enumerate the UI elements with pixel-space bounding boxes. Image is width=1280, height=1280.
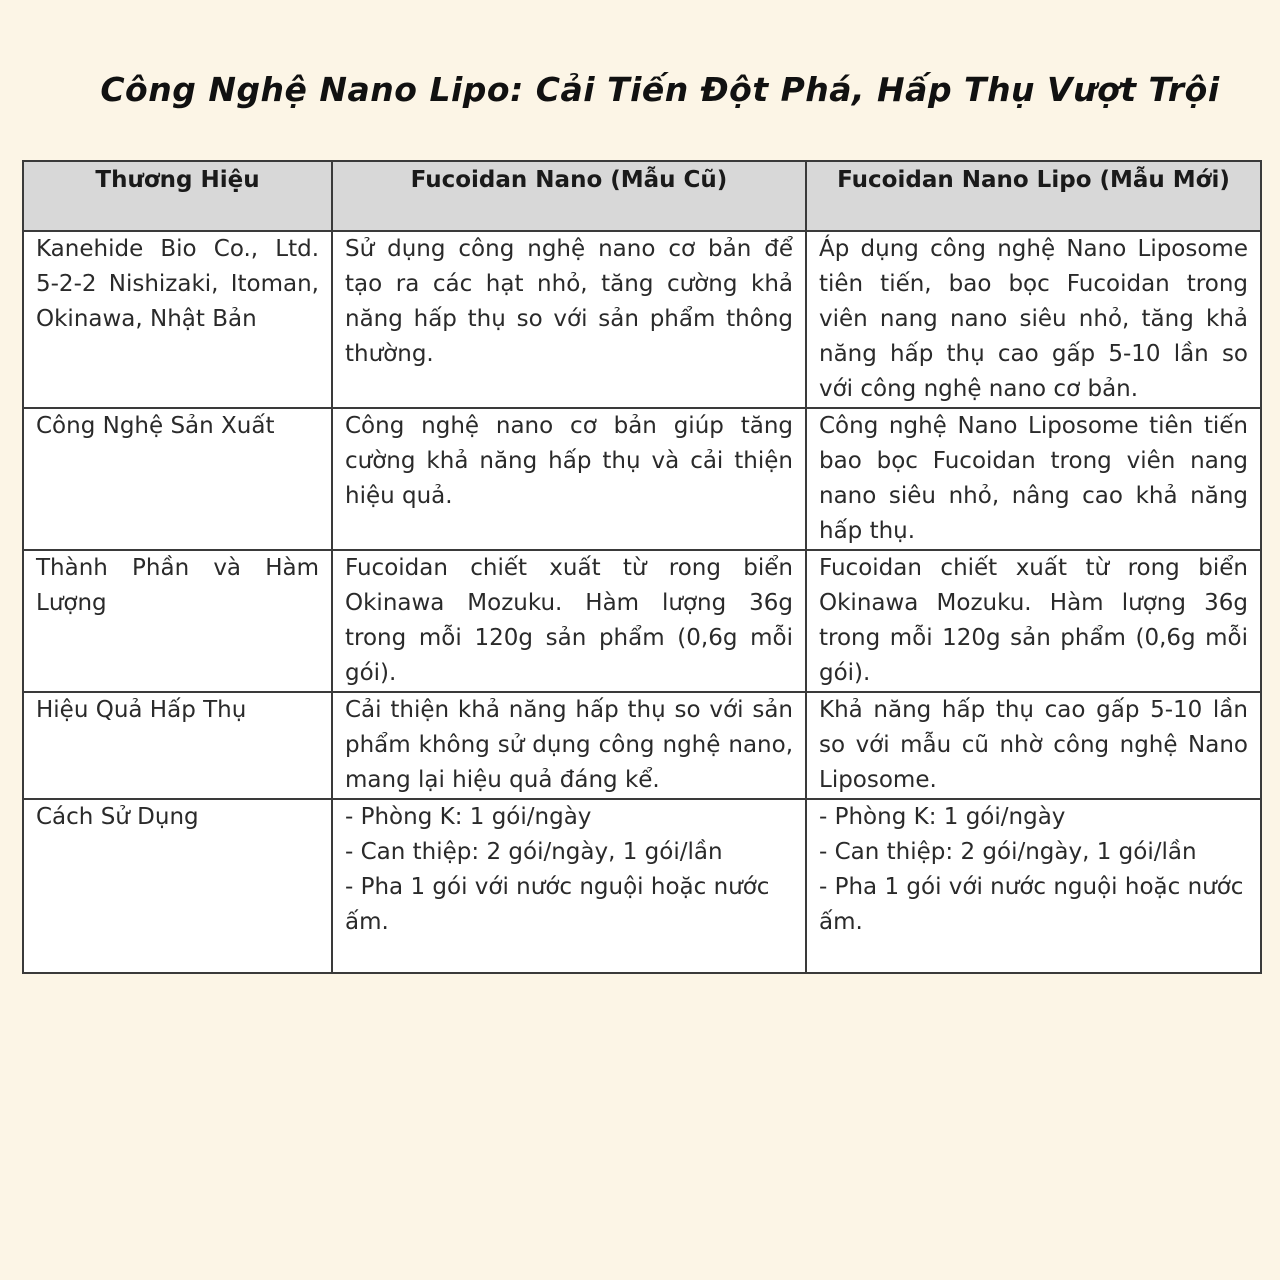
cell-new-technology: Công nghệ Nano Liposome tiên tiến bao bọc Fucoidan trong viên nang nano siêu nhỏ, nâng cao khả năng hấp thụ.	[806, 408, 1261, 550]
header-brand: Thương Hiệu	[23, 161, 332, 231]
cell-new-usage	[806, 799, 1261, 973]
cell-old-absorption: Cải thiện khả năng hấp thụ so với sản phẩm không sử dụng công nghệ nano, mang lại hiệu quả đáng kể.	[332, 692, 806, 799]
table-row	[23, 408, 1261, 550]
header-new-model: Fucoidan Nano Lipo (Mẫu Mới)	[806, 161, 1261, 231]
cell-new-absorption: Khả năng hấp thụ cao gấp 5-10 lần so với mẫu cũ nhờ công nghệ Nano Liposome.	[806, 692, 1261, 799]
table-row	[23, 799, 1261, 973]
header-old-model: Fucoidan Nano (Mẫu Cũ)	[332, 161, 806, 231]
cell-new-brand: Áp dụng công nghệ Nano Liposome tiên tiến, bao bọc Fucoidan trong viên nang nano siêu nhỏ, tăng khả năng hấp thụ cao gấp 5-10 lần so với công nghệ nano cơ bản.	[806, 231, 1261, 408]
usage-line: - Phòng K: 1 gói/ngày	[819, 804, 1066, 830]
row-label-usage: Cách Sử Dụng	[23, 799, 332, 973]
cell-old-brand: Sử dụng công nghệ nano cơ bản để tạo ra các hạt nhỏ, tăng cường khả năng hấp thụ so với sản phẩm thông thường.	[332, 231, 806, 408]
table-header-row	[23, 161, 1261, 231]
usage-line: - Pha 1 gói với nước nguội hoặc nước ấm.	[819, 874, 1244, 935]
row-label-brand: Kanehide Bio Co., Ltd. 5-2-2 Nishizaki, Itoman, Okinawa, Nhật Bản	[23, 231, 332, 408]
table-row	[23, 550, 1261, 692]
table-row	[23, 231, 1261, 408]
table-row	[23, 692, 1261, 799]
usage-line: - Can thiệp: 2 gói/ngày, 1 gói/lần	[819, 839, 1197, 865]
usage-line: - Pha 1 gói với nước nguội hoặc nước ấm.	[345, 874, 770, 935]
usage-line: - Can thiệp: 2 gói/ngày, 1 gói/lần	[345, 839, 723, 865]
page-title: Công Nghệ Nano Lipo: Cải Tiến Đột Phá, Hấp Thụ Vượt Trội	[100, 70, 1220, 109]
row-label-ingredients: Thành Phần và Hàm Lượng	[23, 550, 332, 692]
cell-old-usage	[332, 799, 806, 973]
cell-new-ingredients: Fucoidan chiết xuất từ rong biển Okinawa Mozuku. Hàm lượng 36g trong mỗi 120g sản phẩm (0,6g mỗi gói).	[806, 550, 1261, 692]
cell-old-technology: Công nghệ nano cơ bản giúp tăng cường khả năng hấp thụ và cải thiện hiệu quả.	[332, 408, 806, 550]
row-label-technology: Công Nghệ Sản Xuất	[23, 408, 332, 550]
row-label-absorption: Hiệu Quả Hấp Thụ	[23, 692, 332, 799]
comparison-table	[22, 160, 1262, 974]
cell-old-ingredients: Fucoidan chiết xuất từ rong biển Okinawa Mozuku. Hàm lượng 36g trong mỗi 120g sản phẩm (0,6g mỗi gói).	[332, 550, 806, 692]
usage-line: - Phòng K: 1 gói/ngày	[345, 804, 592, 830]
